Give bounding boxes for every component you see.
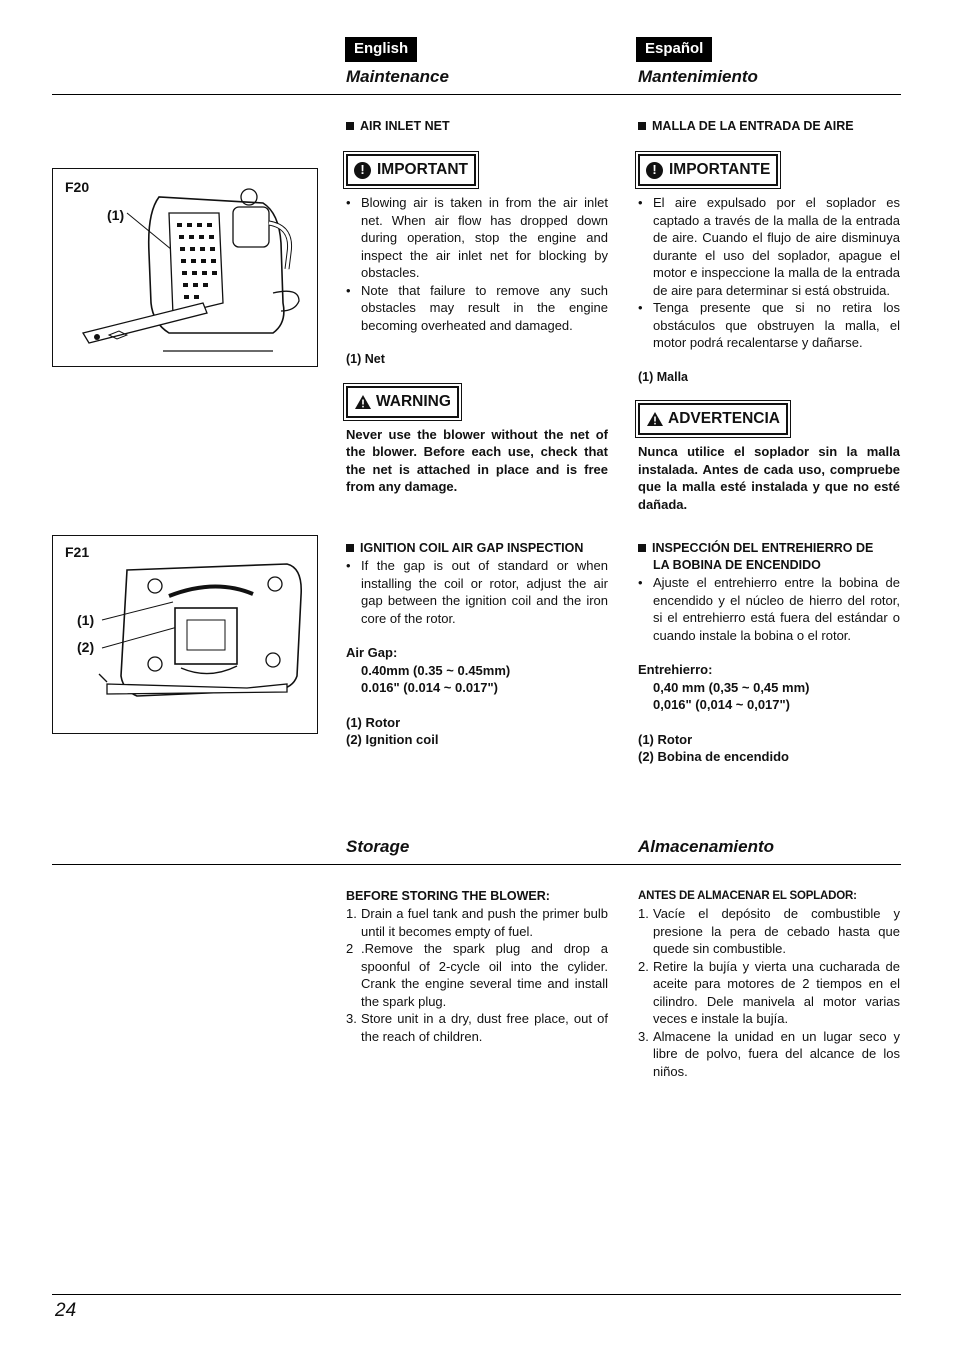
warning-text: Never use the blower without the net of the blower. Before each use, check that the net is attached in place and is free from any damage. (346, 426, 608, 494)
air-gap-in: 0.016" (0.014 ~ 0.017") (361, 680, 499, 695)
list-item: • If the gap is out of standard or when installing the coil or rotor, adjust the air gap between the ignition coil and the iron core of the rotor. (346, 557, 608, 627)
exclamation-icon: ! (646, 162, 663, 179)
ignition-coil-illustration (97, 556, 309, 726)
storage-title-es: Almacenamiento (638, 837, 775, 856)
list-item: 3. Store unit in a dry, dust free place, out of the reach of children. (346, 1011, 608, 1044)
figure-f21 (52, 535, 318, 734)
list-item: 1. Drain a fuel tank and push the primer bulb until it becomes empty of fuel. (346, 906, 608, 939)
air-gap-in: 0,016" (0,014 ~ 0,017") (653, 697, 791, 712)
bullet-list (346, 557, 608, 627)
list-item: 3. Almacene la unidad en un lugar seco y libre de polvo, fuera del alcance de los niños. (638, 1028, 900, 1079)
section-heading: INSPECCIÓN DEL ENTREHIERRO DE (638, 540, 900, 557)
ignition-en (346, 540, 608, 749)
list-item: 2 .Remove the spark plug and drop a spoonful of 2-cycle oil into the cylider. Crank the engine several time and install the spark plug. (346, 941, 608, 1009)
english-section-title: Maintenance (346, 67, 449, 86)
list-item: 1. Vacíe el depósito de combustible y presione la pera de cebado hasta que quede sin combustible. (638, 906, 900, 956)
air-gap-label: Entrehierro: (638, 662, 713, 677)
spanish-tag: Español (636, 37, 712, 62)
figure-legend: (1) Rotor (638, 731, 693, 747)
list-item: • El aire expulsado por el soplador es captado a través de la malla de la entrada de aire. Cuando el flujo de aire disminuya durante el uso del soplador, apague el motor e inspeccione la malla de la entrada de aire para determinar si está obstruida. (638, 194, 900, 299)
bullet-list (346, 194, 608, 334)
storage-title-en: Storage (346, 837, 410, 856)
figure-f20 (52, 168, 318, 367)
square-bullet-icon (346, 544, 354, 552)
english-tag: English (345, 37, 417, 62)
footer-rule (52, 1294, 901, 1295)
figure-callout: (1) (77, 612, 95, 628)
warning-triangle-icon (646, 411, 664, 427)
spanish-section-title: Mantenimiento (638, 67, 758, 86)
list-item: • Ajuste el entrehierro entre la bobina de encendido y el núcleo de hierro del rotor, si el entrehierro está fuera del estándar o cuando instale la bobina o el rotor. (638, 574, 900, 644)
figure-label: F21 (65, 544, 90, 560)
blower-illustration (73, 183, 303, 361)
figure-legend: (1) Malla (638, 369, 689, 384)
air-inlet-en (346, 118, 608, 496)
important-box: ! IMPORTANT (346, 154, 476, 186)
bullet-list (638, 194, 900, 352)
figure-legend: (1) Net (346, 352, 385, 366)
list-item: • Tenga presente que si no retira los obstáculos que obstruyen la malla, el motor podrá recalentarse y dañarse. (638, 299, 900, 352)
storage-heading: BEFORE STORING THE BLOWER: (346, 889, 550, 903)
bullet-list (638, 574, 900, 644)
figure-label: F20 (65, 179, 90, 195)
square-bullet-icon (638, 544, 646, 552)
page-number: 24 (55, 1300, 77, 1321)
storage-rule (52, 864, 901, 865)
square-bullet-icon (638, 122, 646, 130)
ignition-es (638, 540, 900, 766)
section-heading-cont: LA BOBINA DE ENCENDIDO (653, 558, 821, 572)
section-heading: IGNITION COIL AIR GAP INSPECTION (346, 540, 608, 557)
warning-triangle-icon (354, 394, 372, 410)
header-rule (52, 94, 901, 95)
list-item: • Note that failure to remove any such obstacles may result in the engine becoming overheated and damaged. (346, 282, 608, 335)
section-heading: AIR INLET NET (346, 118, 608, 135)
numbered-list (346, 905, 608, 1045)
warning-text: Nunca utilice el soplador sin la malla instalada. Antes de cada uso, compruebe que la malla esté instalada y que no esté dañada. (638, 444, 900, 512)
storage-es (638, 888, 900, 1080)
numbered-list (638, 905, 900, 1080)
section-heading: MALLA DE LA ENTRADA DE AIRE (638, 118, 900, 135)
air-gap-label: Air Gap: (346, 645, 398, 660)
air-inlet-es (638, 118, 900, 513)
square-bullet-icon (346, 122, 354, 130)
figure-callout: (1) (107, 207, 125, 223)
important-box: ! IMPORTANTE (638, 154, 778, 186)
list-item: • Blowing air is taken in from the air inlet net. When air flow has dropped down during operation, stop the engine and inspect the air inlet net for blocking by obstacles. (346, 194, 608, 282)
air-gap-mm: 0.40mm (0.35 ~ 0.45mm) (361, 662, 511, 678)
warning-box: WARNING (346, 386, 459, 418)
figure-legend: (2) Bobina de encendido (638, 749, 789, 764)
figure-callout: (2) (77, 639, 95, 655)
figure-legend: (1) Rotor (346, 714, 401, 730)
warning-box: ADVERTENCIA (638, 403, 788, 435)
air-gap-mm: 0,40 mm (0,35 ~ 0,45 mm) (653, 679, 810, 695)
exclamation-icon: ! (354, 162, 371, 179)
list-item: 2. Retire la bujía y vierta una cucharada de aceite para motores de 2 tiempos en el cilindro. Dele manivela al motor varias veces e instale la bujía. (638, 958, 900, 1026)
storage-heading: ANTES DE ALMACENAR EL SOPLADOR: (638, 890, 857, 902)
storage-en (346, 888, 608, 1045)
figure-legend: (2) Ignition coil (346, 732, 439, 747)
